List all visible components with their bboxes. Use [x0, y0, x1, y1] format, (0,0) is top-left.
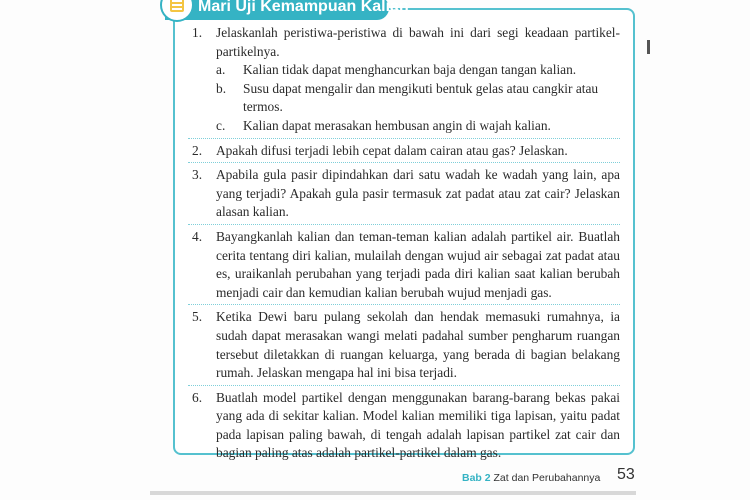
- sub-question: [216, 61, 620, 80]
- question-item: [188, 166, 620, 222]
- question-text: Bayangkanlah kalian dan teman-teman kalian adalah partikel air. Buatlah cerita tentang diri kalian, mulailah dengan wujud air sebagai zat padat atau es, uraikanlah perubahan yang terjadi pada diri kalian saat kalian berubah menjadi cair dan kemudian kalian berubah wujud menjadi gas.: [216, 228, 620, 300]
- question-text: Apabila gula pasir dipindahkan dari satu wadah ke wadah yang lain, apa yang terjadi? Apakah gula pasir termasuk zat padat atau zat cair? Jelaskan alasan kalian.: [216, 167, 620, 220]
- question-item: [188, 228, 620, 302]
- question-number: 2.: [192, 142, 203, 158]
- sub-question-letter: c.: [216, 117, 226, 133]
- question-number: 3.: [192, 167, 203, 183]
- notebook-icon: [170, 0, 184, 12]
- sub-question-text: Kalian dapat merasakan hembusan angin di wajah kalian.: [243, 117, 551, 133]
- divider: [188, 138, 620, 140]
- sub-question-text: Kalian tidak dapat menghancurkan baja dengan tangan kalian.: [243, 62, 577, 78]
- page-number: 53: [617, 466, 635, 483]
- chapter-label: Bab 2: [462, 472, 491, 484]
- question-number: 4.: [192, 228, 203, 244]
- question-item: [188, 142, 620, 161]
- question-item: [188, 308, 620, 382]
- divider: [188, 224, 620, 226]
- question-item: [188, 389, 620, 463]
- exercise-title: Mari Uji Kemampuan Kalian: [198, 0, 409, 15]
- sub-question: [216, 80, 620, 117]
- footer-rule: [150, 491, 636, 495]
- divider: [188, 304, 620, 306]
- question-number: 6.: [192, 389, 203, 405]
- question-text: Jelaskanlah peristiwa-peristiwa di bawah ini dari segi keadaan partikel-partikelnya.: [216, 25, 620, 59]
- chapter-footer: [462, 472, 600, 484]
- sub-question: [216, 117, 620, 136]
- divider: [188, 162, 620, 164]
- question-item: [188, 24, 620, 136]
- sub-question-letter: a.: [216, 62, 226, 78]
- scrollbar-thumb[interactable]: [647, 40, 650, 54]
- question-number: 5.: [192, 309, 203, 325]
- chapter-title: Zat dan Perubahannya: [493, 472, 601, 484]
- question-text: Ketika Dewi baru pulang sekolah dan hendak memasuki rumahnya, ia sudah dapat merasakan wangi melati padahal sumber pengharum ruangan tersebut diletakkan di ruangan keluarga, yang berada di bagian belakang rumah. Jelaskan mengapa hal ini bisa terjadi.: [216, 309, 620, 381]
- question-number: 1.: [192, 25, 203, 40]
- question-text: Buatlah model partikel dengan menggunakan barang-barang bekas pakai yang ada di sekitar kalian. Model kalian memiliki tiga lapisan, yaitu padat pada lapisan paling bawah, di tengah adalah lapisan partikel zat cair dan bagian paling atas adalah partikel-partikel dalam gas.: [216, 389, 620, 461]
- sub-question-text: Susu dapat mengalir dan mengikuti bentuk gelas atau cangkir atau termos.: [243, 80, 599, 115]
- question-text: Apakah difusi terjadi lebih cepat dalam cairan atau gas? Jelaskan.: [216, 142, 568, 158]
- sub-question-letter: b.: [216, 80, 227, 96]
- divider: [188, 385, 620, 387]
- question-list: [188, 24, 620, 463]
